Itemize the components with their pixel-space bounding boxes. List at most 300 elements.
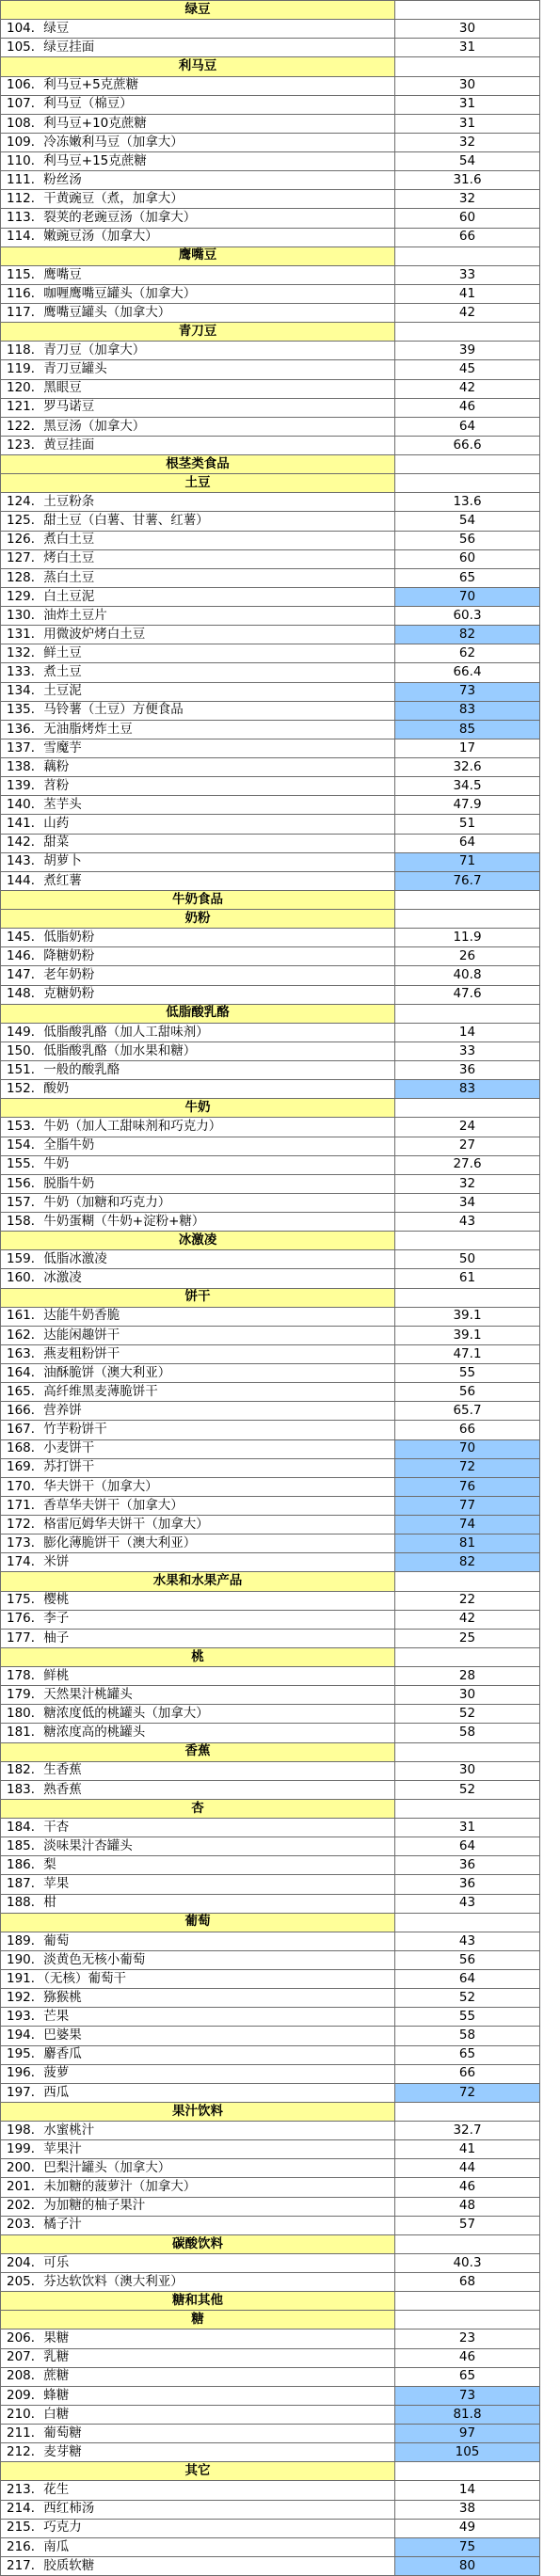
gi-value-cell[interactable]: 24 xyxy=(395,1118,540,1137)
food-name-cell[interactable]: 137．雪魔芋 xyxy=(1,739,395,757)
food-name-cell[interactable]: 160．冰激凌 xyxy=(1,1269,395,1288)
food-name-cell[interactable]: 175．樱桃 xyxy=(1,1591,395,1610)
food-name-cell[interactable]: 192．猕猴桃 xyxy=(1,1989,395,2008)
food-name-cell[interactable]: 196．菠萝 xyxy=(1,2064,395,2083)
gi-value-cell[interactable]: 31 xyxy=(395,39,540,57)
food-name-cell[interactable]: 130．油炸土豆片 xyxy=(1,607,395,626)
food-name-cell[interactable]: 109．冷冻嫩利马豆（加拿大） xyxy=(1,133,395,151)
gi-value-cell[interactable]: 41 xyxy=(395,284,540,303)
food-name-cell[interactable]: 159．低脂冰激凌 xyxy=(1,1250,395,1269)
food-row xyxy=(1,95,540,114)
gi-value-cell-highlighted[interactable]: 71 xyxy=(395,852,540,871)
category-label[interactable]: 绿豆 xyxy=(1,1,395,20)
food-name-cell[interactable]: 185．淡味果汁杏罐头 xyxy=(1,1837,395,1856)
empty-cell[interactable] xyxy=(395,474,540,493)
food-name-cell[interactable]: 212．麦芽糖 xyxy=(1,2443,395,2462)
empty-cell[interactable] xyxy=(395,1572,540,1591)
empty-cell[interactable] xyxy=(395,1799,540,1818)
gi-value-cell[interactable]: 39.1 xyxy=(395,1307,540,1326)
category-label[interactable]: 土豆 xyxy=(1,474,395,493)
food-name-cell[interactable]: 149．低脂酸乳酪（加人工甜味剂） xyxy=(1,1023,395,1042)
food-row xyxy=(1,1837,540,1856)
category-label[interactable]: 其它 xyxy=(1,2462,395,2481)
food-name-cell[interactable]: 134．土豆泥 xyxy=(1,682,395,701)
gi-value-cell[interactable]: 66.6 xyxy=(395,436,540,454)
food-row xyxy=(1,342,540,360)
gi-value-cell[interactable]: 36 xyxy=(395,1856,540,1875)
food-name-cell[interactable]: 120．黑眼豆 xyxy=(1,379,395,398)
category-label[interactable]: 水果和水果产品 xyxy=(1,1572,395,1591)
food-name-cell[interactable]: 140．苤芋头 xyxy=(1,796,395,815)
gi-value-cell[interactable]: 66.4 xyxy=(395,663,540,682)
gi-value-cell[interactable]: 40.8 xyxy=(395,966,540,985)
gi-value-cell[interactable]: 48 xyxy=(395,2197,540,2216)
gi-value-cell[interactable]: 43 xyxy=(395,1213,540,1232)
empty-cell[interactable] xyxy=(395,2462,540,2481)
gi-value-cell[interactable]: 40.3 xyxy=(395,2253,540,2272)
category-header-row xyxy=(1,2311,540,2330)
food-name-cell[interactable]: 208．蔗糖 xyxy=(1,2367,395,2386)
food-name-cell[interactable]: 135．马铃薯（土豆）方便食品 xyxy=(1,701,395,720)
gi-value-cell-highlighted[interactable]: 73 xyxy=(395,2386,540,2405)
gi-value-cell[interactable]: 41 xyxy=(395,2140,540,2159)
gi-value-cell[interactable]: 52 xyxy=(395,1705,540,1724)
food-name-cell[interactable]: 124．土豆粉条 xyxy=(1,493,395,512)
gi-value-cell[interactable]: 32.7 xyxy=(395,2122,540,2140)
food-name-cell[interactable]: 115．鹰嘴豆 xyxy=(1,265,395,284)
food-name-cell[interactable]: 191．（无核）葡萄干 xyxy=(1,1970,395,1989)
food-name-cell[interactable]: 155．牛奶 xyxy=(1,1155,395,1174)
gi-value-cell[interactable]: 64 xyxy=(395,834,540,852)
food-name-cell[interactable]: 182．生香蕉 xyxy=(1,1761,395,1780)
gi-value-cell-highlighted[interactable]: 83 xyxy=(395,701,540,720)
gi-value-cell[interactable]: 58 xyxy=(395,2027,540,2045)
food-name-cell[interactable]: 207．乳糖 xyxy=(1,2348,395,2367)
food-row xyxy=(1,1761,540,1780)
food-name-cell[interactable]: 189．葡萄 xyxy=(1,1932,395,1950)
food-name-cell[interactable]: 122．黑豆汤（加拿大） xyxy=(1,417,395,436)
food-name-cell[interactable]: 138．藕粉 xyxy=(1,758,395,777)
gi-value-cell[interactable]: 31 xyxy=(395,114,540,133)
food-name-cell[interactable]: 173．膨化薄脆饼干（澳大利亚） xyxy=(1,1534,395,1553)
empty-cell[interactable] xyxy=(395,57,540,76)
food-name-cell[interactable]: 146．降糖奶粉 xyxy=(1,947,395,966)
category-label[interactable]: 鹰嘴豆 xyxy=(1,246,395,265)
gi-value-cell[interactable]: 66 xyxy=(395,2064,540,2083)
food-name-cell[interactable]: 187．苹果 xyxy=(1,1875,395,1894)
food-name-cell[interactable]: 204．可乐 xyxy=(1,2253,395,2272)
food-name-cell[interactable]: 119．青刀豆罐头 xyxy=(1,360,395,379)
gi-value-cell[interactable]: 56 xyxy=(395,531,540,549)
gi-value-cell[interactable]: 58 xyxy=(395,1724,540,1742)
food-name-cell[interactable]: 161．达能牛奶香脆 xyxy=(1,1307,395,1326)
gi-value-cell[interactable]: 65 xyxy=(395,568,540,587)
food-row xyxy=(1,114,540,133)
gi-value-cell[interactable]: 46 xyxy=(395,398,540,417)
gi-value-cell[interactable]: 39 xyxy=(395,342,540,360)
food-name-cell[interactable]: 151．一般的酸乳酪 xyxy=(1,1061,395,1080)
gi-value-cell[interactable]: 65 xyxy=(395,2367,540,2386)
gi-value-cell[interactable]: 30 xyxy=(395,1686,540,1705)
food-name-cell[interactable]: 214．西红柿汤 xyxy=(1,2500,395,2519)
empty-cell[interactable] xyxy=(395,2234,540,2253)
empty-cell[interactable] xyxy=(395,1099,540,1118)
food-row xyxy=(1,1439,540,1458)
food-name-cell[interactable]: 105．绿豆挂面 xyxy=(1,39,395,57)
gi-value-cell[interactable]: 46 xyxy=(395,2348,540,2367)
gi-value-cell[interactable]: 65 xyxy=(395,2045,540,2064)
gi-value-cell[interactable]: 32 xyxy=(395,190,540,209)
food-name-cell[interactable]: 200．巴梨汁罐头（加拿大） xyxy=(1,2159,395,2178)
food-name-cell[interactable]: 165．高纤维黑麦薄脆饼干 xyxy=(1,1383,395,1402)
food-name-cell[interactable]: 181．糖浓度高的桃罐头 xyxy=(1,1724,395,1742)
food-name-cell[interactable]: 147．老年奶粉 xyxy=(1,966,395,985)
gi-value-cell[interactable]: 45 xyxy=(395,360,540,379)
gi-value-cell[interactable]: 68 xyxy=(395,2273,540,2292)
gi-value-cell[interactable]: 31 xyxy=(395,1819,540,1837)
gi-value-cell[interactable]: 49 xyxy=(395,2519,540,2537)
food-name-cell[interactable]: 154．全脂牛奶 xyxy=(1,1137,395,1155)
gi-value-cell[interactable]: 14 xyxy=(395,2481,540,2500)
gi-value-cell[interactable]: 33 xyxy=(395,265,540,284)
gi-value-cell[interactable]: 43 xyxy=(395,1932,540,1950)
food-row xyxy=(1,720,540,739)
gi-value-cell[interactable]: 32 xyxy=(395,133,540,151)
gi-value-cell-highlighted[interactable]: 80 xyxy=(395,2556,540,2575)
food-name-cell[interactable]: 194．巴婆果 xyxy=(1,2027,395,2045)
gi-value-cell[interactable]: 55 xyxy=(395,2008,540,2027)
food-name-cell[interactable]: 183．熟香蕉 xyxy=(1,1780,395,1799)
gi-value-cell[interactable]: 31.6 xyxy=(395,171,540,190)
gi-value-cell[interactable]: 55 xyxy=(395,1364,540,1383)
gi-value-cell-highlighted[interactable]: 97 xyxy=(395,2425,540,2443)
gi-value-cell-highlighted[interactable]: 76 xyxy=(395,1477,540,1496)
food-name-cell[interactable]: 198．水蜜桃汁 xyxy=(1,2122,395,2140)
gi-value-cell[interactable]: 60 xyxy=(395,209,540,228)
food-name-cell[interactable]: 152．酸奶 xyxy=(1,1080,395,1099)
food-row xyxy=(1,947,540,966)
food-name-cell[interactable]: 107．利马豆（棉豆） xyxy=(1,95,395,114)
gi-value-cell[interactable]: 17 xyxy=(395,739,540,757)
food-name-cell[interactable]: 162．达能闲趣饼干 xyxy=(1,1326,395,1344)
gi-value-cell[interactable]: 54 xyxy=(395,512,540,531)
empty-cell[interactable] xyxy=(395,1913,540,1932)
gi-value-cell-highlighted[interactable]: 81.8 xyxy=(395,2405,540,2424)
gi-value-cell-highlighted[interactable]: 70 xyxy=(395,587,540,606)
food-name-cell[interactable]: 188．柑 xyxy=(1,1894,395,1913)
food-name-cell[interactable]: 153．牛奶（加人工甜味剂和巧克力） xyxy=(1,1118,395,1137)
category-label[interactable]: 奶粉 xyxy=(1,910,395,929)
category-label[interactable]: 根茎类食品 xyxy=(1,455,395,474)
food-name-cell[interactable]: 125．甜土豆（白薯、甘薯、红薯） xyxy=(1,512,395,531)
food-name-cell[interactable]: 114．嫩豌豆汤（加拿大） xyxy=(1,228,395,246)
food-name-cell[interactable]: 133．煮土豆 xyxy=(1,663,395,682)
empty-cell[interactable] xyxy=(395,455,540,474)
gi-value-cell-highlighted[interactable]: 85 xyxy=(395,720,540,739)
gi-value-cell[interactable]: 54 xyxy=(395,152,540,171)
empty-cell[interactable] xyxy=(395,2102,540,2121)
food-name-cell[interactable]: 176．李子 xyxy=(1,1610,395,1629)
category-label[interactable]: 葡萄 xyxy=(1,1913,395,1932)
gi-value-cell[interactable]: 52 xyxy=(395,1989,540,2008)
food-name-cell[interactable]: 126．煮白土豆 xyxy=(1,531,395,549)
gi-value-cell[interactable]: 33 xyxy=(395,1042,540,1060)
gi-value-cell[interactable]: 57 xyxy=(395,2216,540,2234)
gi-value-cell[interactable]: 42 xyxy=(395,379,540,398)
gi-value-cell[interactable]: 36 xyxy=(395,1061,540,1080)
category-header-row xyxy=(1,1288,540,1307)
food-row xyxy=(1,1213,540,1232)
food-name-cell[interactable]: 206．果糖 xyxy=(1,2330,395,2348)
food-name-cell[interactable]: 112．干黄豌豆（煮，加拿大） xyxy=(1,190,395,209)
category-label[interactable]: 碳酸饮料 xyxy=(1,2234,395,2253)
gi-value-cell[interactable]: 30 xyxy=(395,20,540,39)
gi-value-cell[interactable]: 31 xyxy=(395,95,540,114)
category-label[interactable]: 果汁饮料 xyxy=(1,2102,395,2121)
food-name-cell[interactable]: 164．油酥脆饼（澳大利亚） xyxy=(1,1364,395,1383)
gi-value-cell[interactable]: 44 xyxy=(395,2159,540,2178)
gi-value-cell[interactable]: 32.6 xyxy=(395,758,540,777)
category-label[interactable]: 牛奶 xyxy=(1,1099,395,1118)
gi-value-cell-highlighted[interactable]: 74 xyxy=(395,1516,540,1534)
food-name-cell[interactable]: 209．蜂糖 xyxy=(1,2386,395,2405)
gi-value-cell-highlighted[interactable]: 82 xyxy=(395,626,540,644)
gi-value-cell[interactable]: 46 xyxy=(395,2178,540,2197)
gi-value-cell[interactable]: 56 xyxy=(395,1950,540,1969)
gi-value-cell-highlighted[interactable]: 70 xyxy=(395,1439,540,1458)
gi-value-cell[interactable]: 61 xyxy=(395,1269,540,1288)
gi-value-cell[interactable]: 51 xyxy=(395,815,540,834)
gi-value-cell-highlighted[interactable]: 72 xyxy=(395,1458,540,1477)
category-label[interactable]: 冰激凌 xyxy=(1,1232,395,1250)
gi-value-cell[interactable]: 22 xyxy=(395,1591,540,1610)
category-header-row xyxy=(1,910,540,929)
gi-value-cell[interactable]: 34.5 xyxy=(395,777,540,796)
food-name-cell[interactable]: 210．白糖 xyxy=(1,2405,395,2424)
food-name-cell[interactable]: 184．干杏 xyxy=(1,1819,395,1837)
food-name-cell[interactable]: 106．利马豆+5克蔗糖 xyxy=(1,76,395,95)
gi-value-cell[interactable]: 25 xyxy=(395,1629,540,1647)
food-name-cell[interactable]: 117．鹰嘴豆罐头（加拿大） xyxy=(1,304,395,323)
gi-value-cell[interactable]: 47.6 xyxy=(395,985,540,1004)
food-name-cell[interactable]: 116．咖喱鹰嘴豆罐头（加拿大） xyxy=(1,284,395,303)
food-name-cell[interactable]: 180．糖浓度低的桃罐头（加拿大） xyxy=(1,1705,395,1724)
food-row xyxy=(1,1610,540,1629)
food-name-cell[interactable]: 197．西瓜 xyxy=(1,2083,395,2102)
food-name-cell[interactable]: 142．甜菜 xyxy=(1,834,395,852)
gi-value-cell-highlighted[interactable]: 83 xyxy=(395,1080,540,1099)
empty-cell[interactable] xyxy=(395,890,540,909)
food-name-cell[interactable]: 139．苕粉 xyxy=(1,777,395,796)
gi-value-cell[interactable]: 27 xyxy=(395,1137,540,1155)
empty-cell[interactable] xyxy=(395,1742,540,1761)
food-name-cell[interactable]: 202．为加糖的柚子果汁 xyxy=(1,2197,395,2216)
empty-cell[interactable] xyxy=(395,910,540,929)
empty-cell[interactable] xyxy=(395,323,540,342)
food-name-cell[interactable]: 167．竹芋粉饼干 xyxy=(1,1421,395,1439)
gi-value-cell[interactable]: 52 xyxy=(395,1780,540,1799)
food-name-cell[interactable]: 118．青刀豆（加拿大） xyxy=(1,342,395,360)
food-row xyxy=(1,626,540,644)
gi-value-cell[interactable]: 60.3 xyxy=(395,607,540,626)
food-name-cell[interactable]: 199．苹果汁 xyxy=(1,2140,395,2159)
food-name-cell[interactable]: 215．巧克力 xyxy=(1,2519,395,2537)
gi-value-cell[interactable]: 60 xyxy=(395,549,540,568)
food-name-cell[interactable]: 108．利马豆+10克蔗糖 xyxy=(1,114,395,133)
food-name-cell[interactable]: 128．蒸白土豆 xyxy=(1,568,395,587)
food-name-cell[interactable]: 193．芒果 xyxy=(1,2008,395,2027)
gi-value-cell[interactable]: 47.1 xyxy=(395,1344,540,1363)
food-name-cell[interactable]: 150．低脂酸乳酪（加水果和糖） xyxy=(1,1042,395,1060)
food-name-cell[interactable]: 170．华夫饼干（加拿大） xyxy=(1,1477,395,1496)
food-name-cell[interactable]: 121．罗马诺豆 xyxy=(1,398,395,417)
empty-cell[interactable] xyxy=(395,2292,540,2311)
food-name-cell[interactable]: 131．用微波炉烤白土豆 xyxy=(1,626,395,644)
food-name-cell[interactable]: 205．芬达软饮料（澳大利亚） xyxy=(1,2273,395,2292)
food-name-cell[interactable]: 145．低脂奶粉 xyxy=(1,929,395,947)
food-name-cell[interactable]: 148．克糖奶粉 xyxy=(1,985,395,1004)
category-header-row xyxy=(1,1232,540,1250)
food-name-cell[interactable]: 174．米饼 xyxy=(1,1553,395,1572)
category-label[interactable]: 低脂酸乳酪 xyxy=(1,1004,395,1023)
food-name-cell[interactable]: 157．牛奶（加糖和巧克力） xyxy=(1,1193,395,1212)
gi-value-cell[interactable]: 26 xyxy=(395,947,540,966)
category-header-row xyxy=(1,1,540,20)
gi-value-cell[interactable]: 50 xyxy=(395,1250,540,1269)
food-row xyxy=(1,2064,540,2083)
food-name-cell[interactable]: 104．绿豆 xyxy=(1,20,395,39)
food-name-cell[interactable]: 172．格雷厄姆华夫饼干（加拿大） xyxy=(1,1516,395,1534)
empty-cell[interactable] xyxy=(395,1004,540,1023)
food-name-cell[interactable]: 127．烤白土豆 xyxy=(1,549,395,568)
gi-value-cell-highlighted[interactable]: 72 xyxy=(395,2083,540,2102)
category-label[interactable]: 青刀豆 xyxy=(1,323,395,342)
food-name-cell[interactable]: 216．南瓜 xyxy=(1,2537,395,2556)
food-name-cell[interactable]: 113．裂荚的老豌豆汤（加拿大） xyxy=(1,209,395,228)
gi-value-cell[interactable]: 42 xyxy=(395,1610,540,1629)
gi-value-cell[interactable]: 34 xyxy=(395,1193,540,1212)
category-label[interactable]: 香蕉 xyxy=(1,1742,395,1761)
food-name-cell[interactable]: 186．梨 xyxy=(1,1856,395,1875)
gi-value-cell-highlighted[interactable]: 82 xyxy=(395,1553,540,1572)
category-label[interactable]: 桃 xyxy=(1,1647,395,1666)
gi-value-cell[interactable]: 14 xyxy=(395,1023,540,1042)
food-name-cell[interactable]: 169．苏打饼干 xyxy=(1,1458,395,1477)
food-name-cell[interactable]: 158．牛奶蛋糊（牛奶+淀粉+糖） xyxy=(1,1213,395,1232)
gi-value-cell[interactable]: 64 xyxy=(395,1837,540,1856)
food-name-cell[interactable]: 177．柚子 xyxy=(1,1629,395,1647)
gi-value-cell[interactable]: 66 xyxy=(395,228,540,246)
empty-cell[interactable] xyxy=(395,1,540,20)
food-row xyxy=(1,1875,540,1894)
gi-value-cell[interactable]: 42 xyxy=(395,304,540,323)
gi-value-cell-highlighted[interactable]: 77 xyxy=(395,1496,540,1515)
food-name-cell[interactable]: 111．粉丝汤 xyxy=(1,171,395,190)
food-name-cell[interactable]: 156．脱脂牛奶 xyxy=(1,1174,395,1193)
category-label[interactable]: 饼干 xyxy=(1,1288,395,1307)
empty-cell[interactable] xyxy=(395,2311,540,2330)
gi-value-cell[interactable]: 39.1 xyxy=(395,1326,540,1344)
food-name-cell[interactable]: 168．小麦饼干 xyxy=(1,1439,395,1458)
food-name-cell[interactable]: 166．营养饼 xyxy=(1,1402,395,1421)
category-header-row xyxy=(1,246,540,265)
gi-value-cell[interactable]: 43 xyxy=(395,1894,540,1913)
category-label[interactable]: 糖和其他 xyxy=(1,2292,395,2311)
food-name-cell[interactable]: 163．燕麦粗粉饼干 xyxy=(1,1344,395,1363)
gi-value-cell-highlighted[interactable]: 105 xyxy=(395,2443,540,2462)
category-header-row xyxy=(1,2462,540,2481)
food-name-cell[interactable]: 217．胶质软糖 xyxy=(1,2556,395,2575)
food-name-cell[interactable]: 129．白土豆泥 xyxy=(1,587,395,606)
gi-value-cell[interactable]: 66 xyxy=(395,1421,540,1439)
gi-value-cell-highlighted[interactable]: 73 xyxy=(395,682,540,701)
gi-value-cell[interactable]: 11.9 xyxy=(395,929,540,947)
food-name-cell[interactable]: 179．天然果汁桃罐头 xyxy=(1,1686,395,1705)
gi-value-cell[interactable]: 65.7 xyxy=(395,1402,540,1421)
empty-cell[interactable] xyxy=(395,1288,540,1307)
food-name-cell[interactable]: 213．花生 xyxy=(1,2481,395,2500)
food-name-cell[interactable]: 195．麝香瓜 xyxy=(1,2045,395,2064)
food-name-cell[interactable]: 178．鲜桃 xyxy=(1,1667,395,1686)
food-row xyxy=(1,1364,540,1383)
food-name-cell[interactable]: 144．煮红薯 xyxy=(1,871,395,890)
gi-value-cell-highlighted[interactable]: 81 xyxy=(395,1534,540,1553)
category-label[interactable]: 杏 xyxy=(1,1799,395,1818)
food-row xyxy=(1,493,540,512)
food-name-cell[interactable]: 136．无油脂烤炸土豆 xyxy=(1,720,395,739)
category-label[interactable]: 利马豆 xyxy=(1,57,395,76)
food-name-cell[interactable]: 171．香草华夫饼干（加拿大） xyxy=(1,1496,395,1515)
gi-value-cell[interactable]: 32 xyxy=(395,1174,540,1193)
gi-value-cell[interactable]: 23 xyxy=(395,2330,540,2348)
gi-value-cell[interactable]: 30 xyxy=(395,1761,540,1780)
food-row xyxy=(1,777,540,796)
food-row xyxy=(1,2273,540,2292)
food-name-cell[interactable]: 211．葡萄糖 xyxy=(1,2425,395,2443)
food-name-cell[interactable]: 141．山药 xyxy=(1,815,395,834)
category-label[interactable]: 牛奶食品 xyxy=(1,890,395,909)
gi-value-cell-highlighted[interactable]: 75 xyxy=(395,2537,540,2556)
food-name-cell[interactable]: 203．橘子汁 xyxy=(1,2216,395,2234)
gi-value-cell[interactable]: 36 xyxy=(395,1875,540,1894)
food-name-cell[interactable]: 123．黄豆挂面 xyxy=(1,436,395,454)
food-name-cell[interactable]: 110．利马豆+15克蔗糖 xyxy=(1,152,395,171)
gi-value-cell[interactable]: 56 xyxy=(395,1383,540,1402)
gi-value-cell[interactable]: 64 xyxy=(395,1970,540,1989)
empty-cell[interactable] xyxy=(395,1647,540,1666)
gi-value-cell[interactable]: 30 xyxy=(395,76,540,95)
gi-value-cell[interactable]: 47.9 xyxy=(395,796,540,815)
food-name-cell[interactable]: 190．淡黄色无核小葡萄 xyxy=(1,1950,395,1969)
category-label[interactable]: 糖 xyxy=(1,2311,395,2330)
food-name-cell[interactable]: 201．未加糖的菠萝汁（加拿大） xyxy=(1,2178,395,2197)
empty-cell[interactable] xyxy=(395,246,540,265)
gi-value-cell[interactable]: 38 xyxy=(395,2500,540,2519)
gi-value-cell[interactable]: 64 xyxy=(395,417,540,436)
food-row xyxy=(1,2519,540,2537)
gi-value-cell[interactable]: 27.6 xyxy=(395,1155,540,1174)
food-row xyxy=(1,1686,540,1705)
food-row xyxy=(1,1553,540,1572)
food-row xyxy=(1,1080,540,1099)
gi-value-cell[interactable]: 62 xyxy=(395,644,540,663)
gi-value-cell[interactable]: 28 xyxy=(395,1667,540,1686)
gi-value-cell-highlighted[interactable]: 76.7 xyxy=(395,871,540,890)
empty-cell[interactable] xyxy=(395,1232,540,1250)
food-name-cell[interactable]: 132．鲜土豆 xyxy=(1,644,395,663)
food-name-cell[interactable]: 143．胡萝卜 xyxy=(1,852,395,871)
gi-value-cell[interactable]: 13.6 xyxy=(395,493,540,512)
